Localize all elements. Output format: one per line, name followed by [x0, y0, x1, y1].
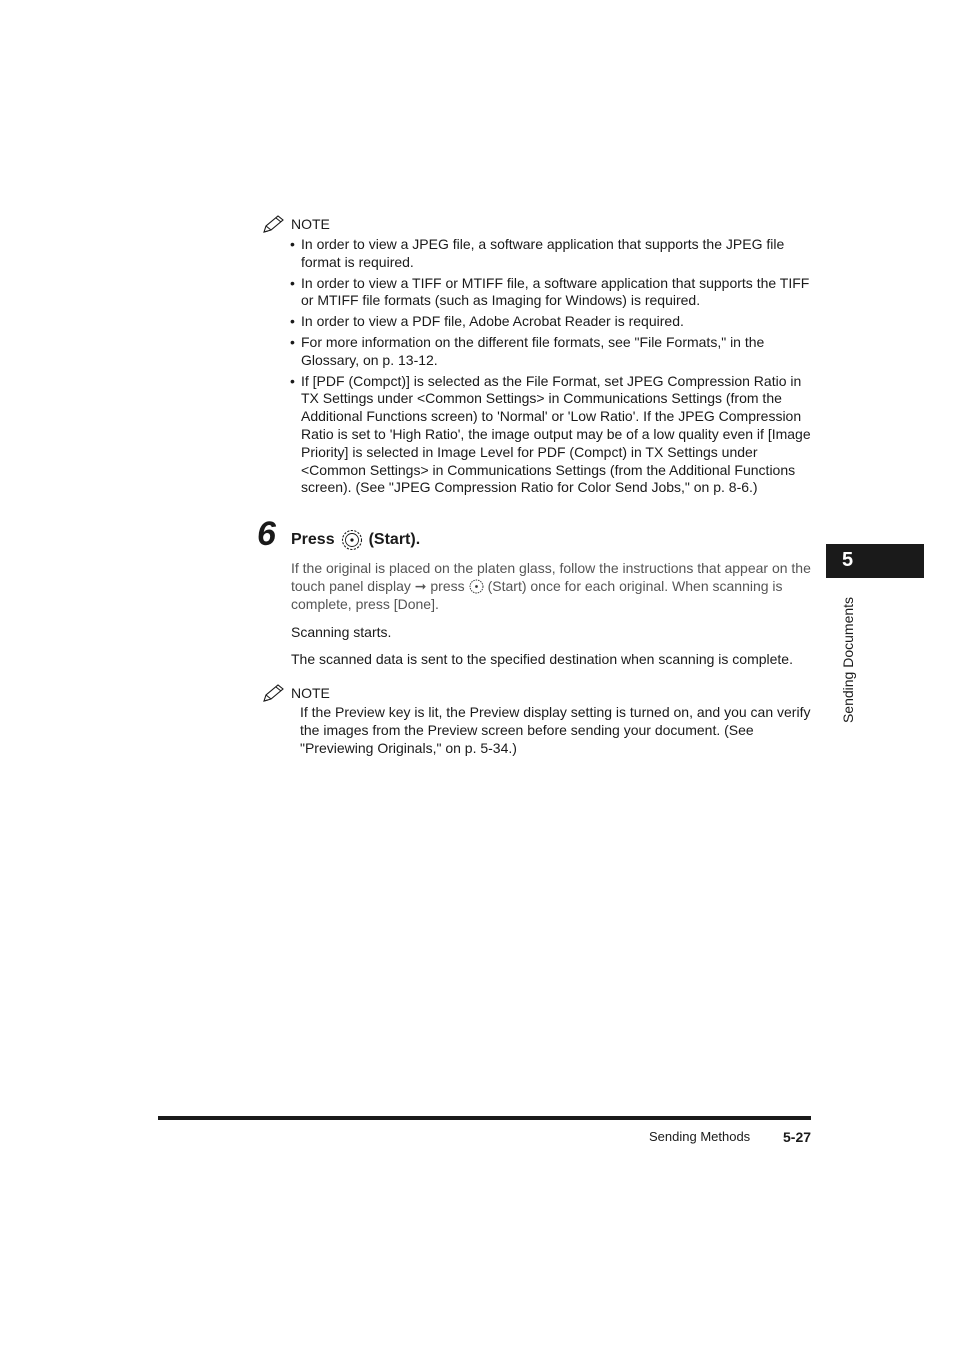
- note-bullet: • In order to view a JPEG file, a software application that supports the JPEG file format is required.: [290, 236, 815, 272]
- chapter-tab: [826, 544, 924, 578]
- step-title-start: (Start).: [368, 531, 421, 548]
- instruction-part-a: If the original is placed on the platen glass, follow the instructions that appear on the touch panel display ➞ press: [291, 560, 811, 594]
- start-key-icon: [341, 529, 363, 551]
- note-bullet: • For more information on the different file formats, see "File Formats," in the Glossary, on p. 13-12.: [290, 334, 815, 370]
- step-title-press: Press: [291, 531, 335, 548]
- step-title: [291, 529, 420, 551]
- pencil-icon: [262, 214, 286, 234]
- note-label: NOTE: [291, 685, 330, 701]
- note-bullet: • If [PDF (Compct)] is selected as the File Format, set JPEG Compression Ratio in TX Settings under <Common Settings> in Communications Settings (from the Additional Functions screen) to 'Normal' or 'Low Ratio'. If the JPEG Compression Ratio is set to 'High Ratio', the image output may be of a low quality even if [Image Priority] is selected in Image Level for PDF (Compct) in TX Settings under <Common Settings> in Communications Settings (from the Additional Functions screen). (See "JPEG Compression Ratio for Color Send Jobs," on p. 8-6.): [290, 373, 815, 498]
- note-label: NOTE: [291, 216, 330, 232]
- footer-divider: [158, 1116, 811, 1120]
- note-bullet: • In order to view a PDF file, Adobe Acrobat Reader is required.: [290, 313, 815, 331]
- chapter-number: 5: [842, 549, 854, 571]
- page-number: 5-27: [783, 1129, 812, 1145]
- note-bullet: • In order to view a TIFF or MTIFF file, a software application that supports the TIFF or MTIFF file formats (such as Imaging for Windows) is required.: [290, 275, 815, 311]
- footer-section-title: Sending Methods: [649, 1129, 751, 1144]
- step-result-1: Scanning starts.: [291, 624, 392, 640]
- pencil-icon: [262, 683, 286, 703]
- step-result-2: The scanned data is sent to the specified destination when scanning is complete.: [291, 651, 793, 667]
- note-bullet-list: [290, 236, 815, 500]
- note-header: [262, 214, 330, 234]
- step-number: 6: [257, 515, 276, 553]
- note-text: If the Preview key is lit, the Preview display setting is turned on, and you can verify the images from the Preview screen before sending your document. (See "Previewing Originals," on p. 5-34.): [300, 704, 811, 756]
- chapter-label: Sending Documents: [840, 596, 856, 724]
- step-instruction: [291, 560, 816, 613]
- start-key-icon: [469, 579, 484, 594]
- note-header: [262, 683, 330, 703]
- instruction-part-b: (Start) once for each original. When scanning is complete, press [Done].: [291, 577, 783, 612]
